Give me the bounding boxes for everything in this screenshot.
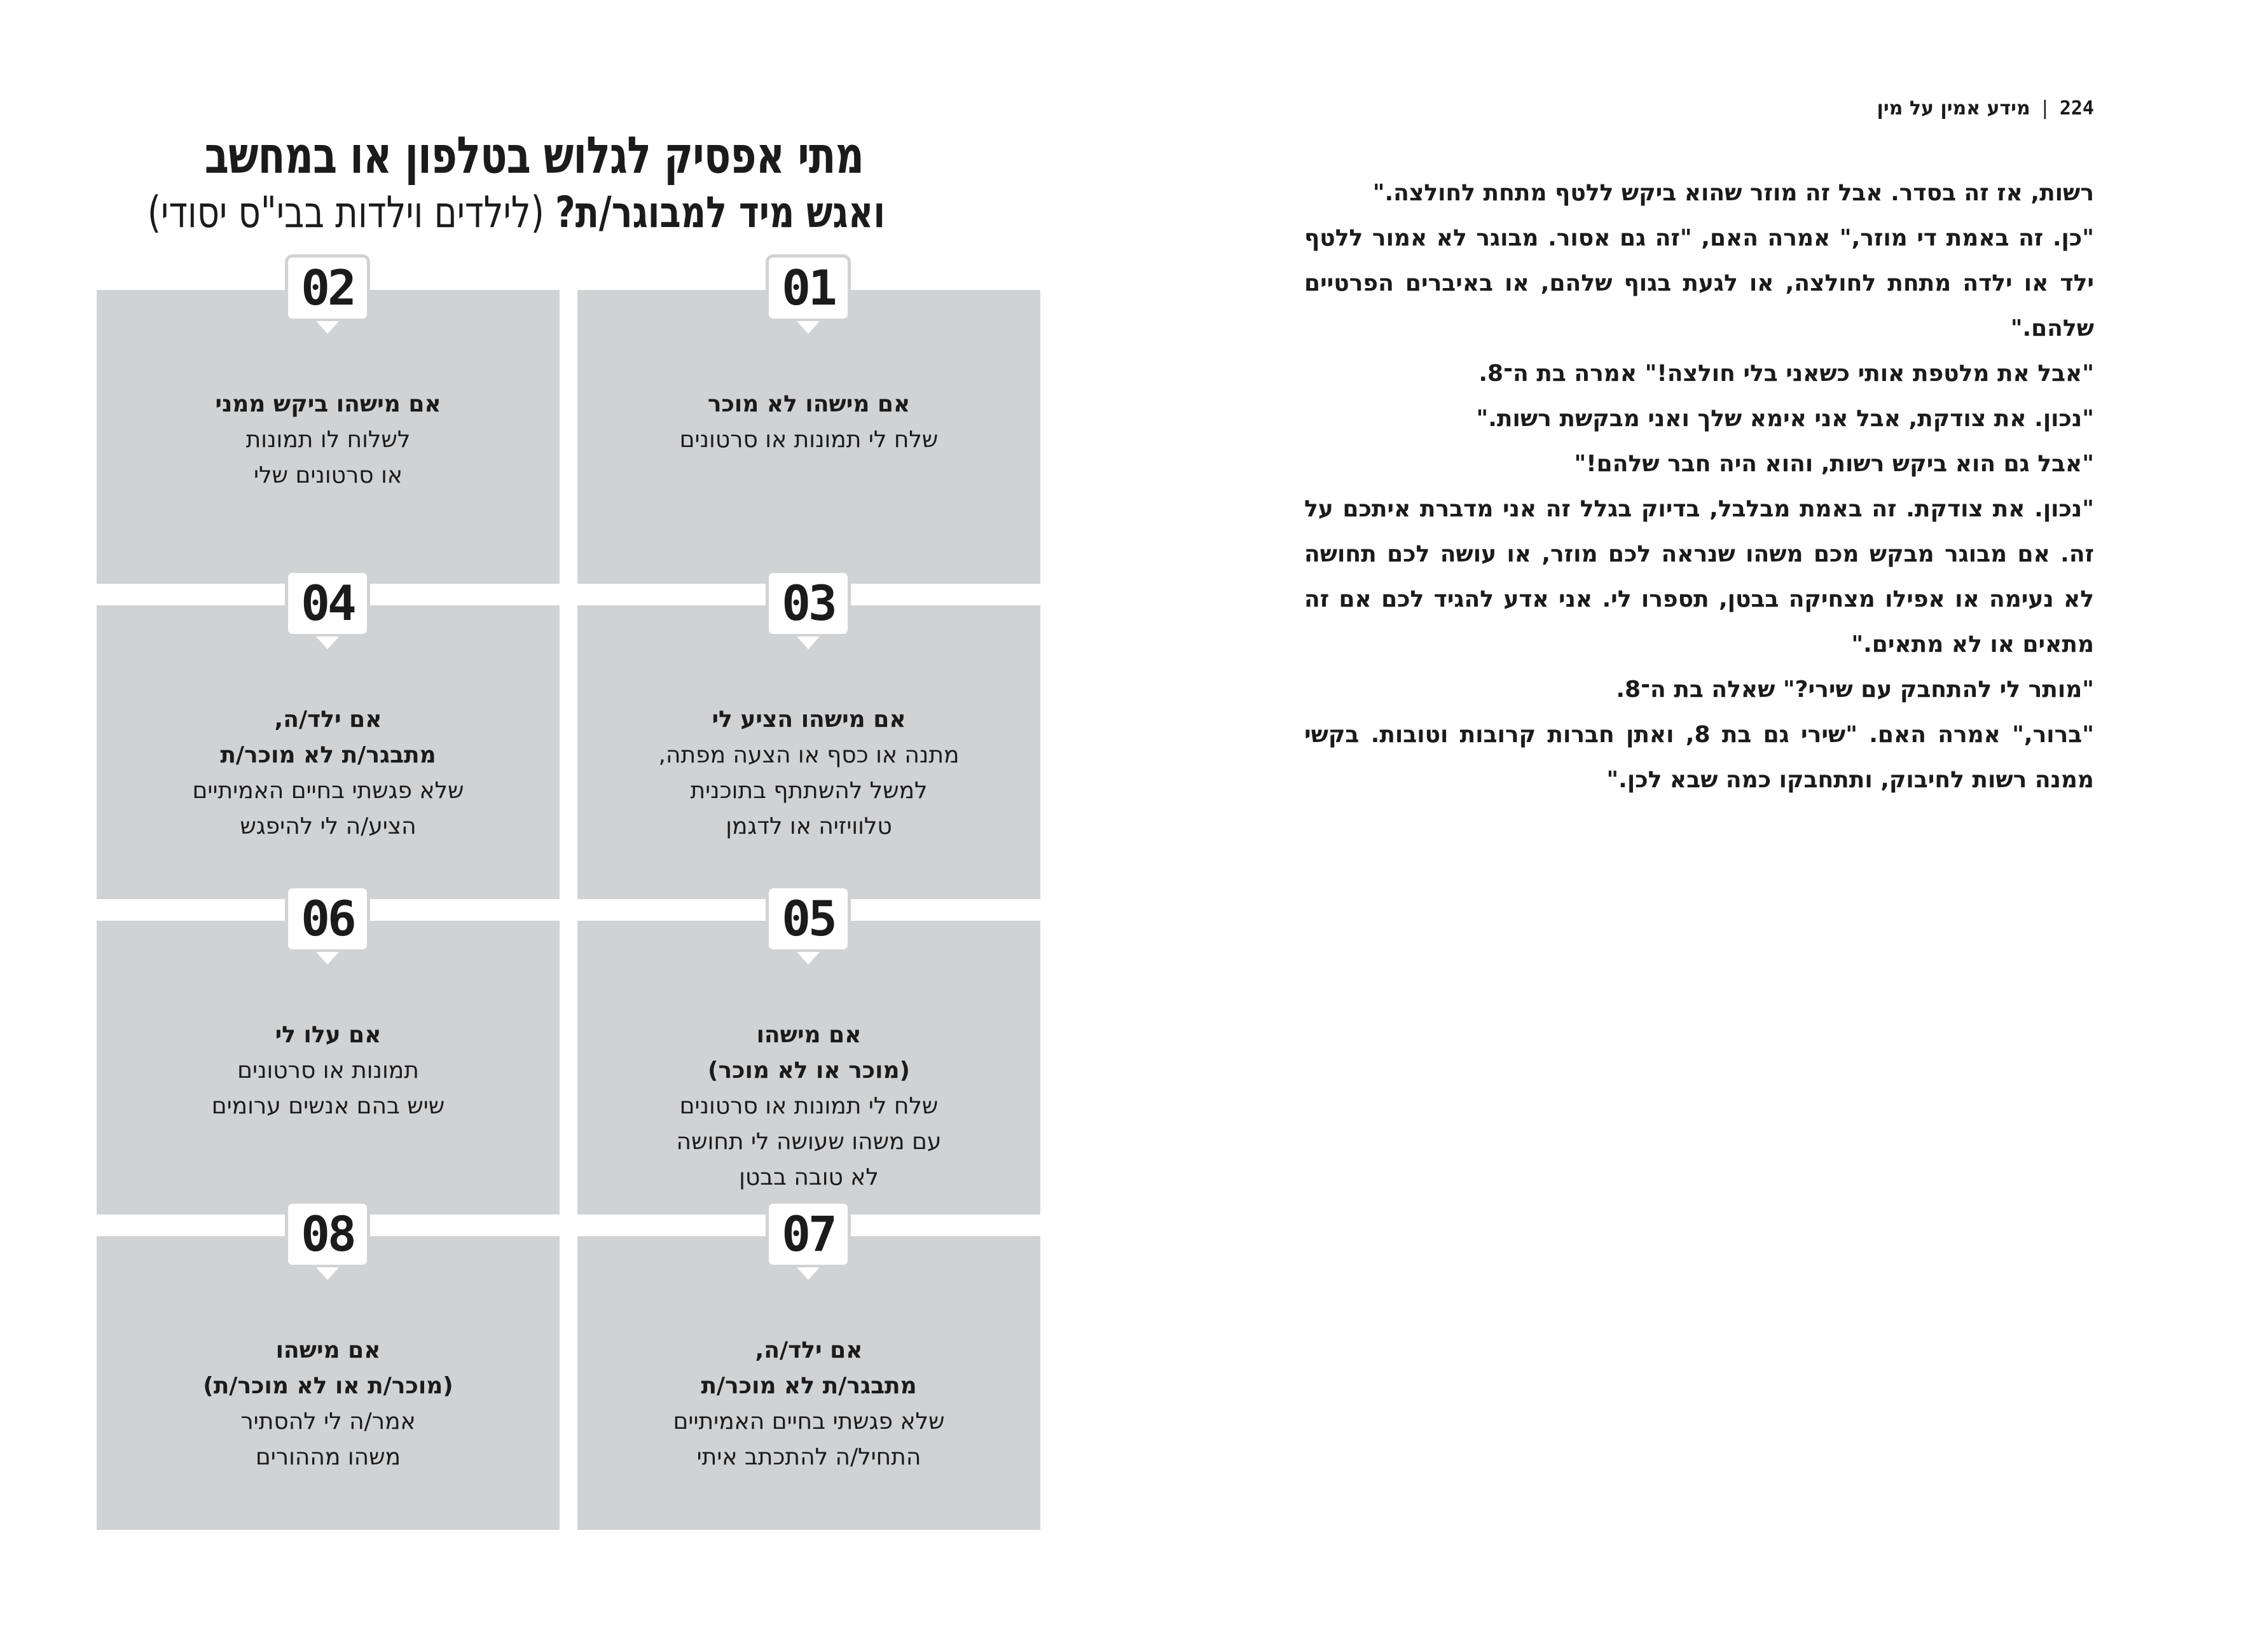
card-text: [577, 1017, 1040, 1195]
card-number-badge: 07: [766, 1201, 851, 1268]
card-body-line: תמונות או סרטונים: [237, 1057, 419, 1084]
text-page: [1126, 0, 2253, 1652]
card-body-line: לשלוח לו תמונות: [245, 427, 411, 453]
card-body-line: משהו מההורים: [255, 1444, 401, 1470]
card-body-line: שיש בהם אנשים ערומים: [211, 1093, 445, 1119]
infographic-subtitle: [147, 186, 885, 240]
card-heading: אם מישהו: [275, 1337, 381, 1363]
card-heading: אם ילד/ה,: [755, 1337, 863, 1363]
card-body-line: הציע/ה לי להיפגש: [240, 813, 417, 839]
card-body-line: לא טובה בבטן: [739, 1164, 879, 1190]
card-body-line: שלח לי תמונות או סרטונים: [679, 427, 939, 453]
running-title: מידע אמין על מין: [1877, 97, 2030, 120]
infographic-title: מתי אפסיק לגלוש בטלפון או במחשב: [204, 126, 864, 185]
card-number-badge: 08: [285, 1201, 370, 1268]
paragraph: "אבל גם הוא ביקש רשות, והוא היה חבר שלהם!": [1574, 451, 2094, 477]
card-number-badge: 06: [285, 885, 370, 953]
paragraph: "נכון. את צודקת, אבל אני אימא שלך ואני מבקשת רשות.": [1476, 406, 2094, 432]
card-body-line: שלא פגשתי בחיים האמיתיים: [192, 778, 464, 804]
card-body-line: אמר/ה לי להסתיר: [240, 1408, 416, 1435]
card-01: [577, 259, 1040, 584]
paragraph: "כן. זה באמת די מוזר," אמרה האם, "זה גם אסור. מבוגר לא אמור ללטף ילד או ילדה מתחת לחולצה, או לגעת בגוף שלהם, או באיברים הפרטיים שלהם.": [1304, 225, 2094, 341]
card-body-line: שלח לי תמונות או סרטונים: [679, 1093, 939, 1119]
card-number-badge: 03: [766, 570, 851, 637]
card-heading: אם מישהו: [756, 1022, 862, 1048]
card-heading: (מוכר/ת או לא מוכר/ת): [203, 1373, 453, 1399]
card-body-line: שלא פגשתי בחיים האמיתיים: [673, 1408, 945, 1435]
card-heading: אם ילד/ה,: [274, 706, 382, 733]
card-number-badge: 04: [285, 570, 370, 637]
card-body-line: מתנה או כסף או הצעה מפתה,: [658, 742, 960, 768]
card-text: [97, 387, 560, 493]
card-heading: אם עלו לי: [275, 1022, 382, 1048]
card-08: [97, 1206, 560, 1530]
card-text: [97, 702, 560, 844]
card-05: [577, 890, 1040, 1215]
card-heading: מתבגר/ת לא מוכר/ת: [701, 1373, 917, 1399]
subtitle-main: ואגש מיד למבוגר/ת?: [555, 188, 885, 238]
card-07: [577, 1206, 1040, 1530]
card-text: [577, 387, 1040, 458]
card-text: [97, 1333, 560, 1475]
paragraph: "ברור," אמרה האם. "שירי גם בת 8, ואתן חברות קרובות וטובות. בקשי ממנה רשות לחיבוק, ותתחבקו כמה שבא לכן.": [1304, 722, 2095, 793]
paragraph: רשות, אז זה בסדר. אבל זה מוזר שהוא ביקש ללטף מתחת לחולצה.": [1372, 180, 2094, 206]
card-number-badge: 05: [766, 885, 851, 953]
card-heading: אם מישהו ביקש ממני: [215, 391, 441, 417]
infographic-page: [0, 0, 1126, 1652]
card-body-line: התחיל/ה להתכתב איתי: [696, 1444, 921, 1470]
card-body-line: עם משהו שעושה לי תחושה: [676, 1129, 942, 1155]
paragraph: "נכון. את צודקת. זה באמת מבלבל, בדיוק בגלל זה אני מדברת איתכם על זה. אם מבוגר מבקש מכם משהו שנראה לכם מוזר, או עושה לכם תחושה לא נעימה או אפילו מצחיקה בבטן, תספרו לי. אני אדע להגיד לכם אם זה מתאים או לא מתאים.": [1304, 496, 2094, 657]
card-02: [97, 259, 560, 584]
card-number-badge: 01: [766, 254, 851, 322]
card-text: [577, 702, 1040, 844]
card-text: [97, 1017, 560, 1124]
paragraph: "אבל את מלטפת אותי כשאני בלי חולצה!" אמרה בת ה־8.: [1478, 361, 2094, 387]
card-heading: (מוכר או לא מוכר): [707, 1057, 910, 1084]
card-heading: אם מישהו לא מוכר: [707, 391, 911, 417]
card-06: [97, 890, 560, 1215]
card-body-line: או סרטונים שלי: [254, 462, 403, 488]
paragraph: "מותר לי להתחבק עם שירי?" שאלה בת ה־8.: [1616, 677, 2094, 703]
header-separator: |: [2041, 97, 2048, 120]
card-text: [577, 1333, 1040, 1475]
body-text: [1304, 170, 2094, 802]
card-number-badge: 02: [285, 254, 370, 322]
card-04: [97, 575, 560, 899]
running-header: [1126, 93, 2094, 125]
subtitle-parenthetical: (לילדים וילדות בבי"ס יסודי): [147, 188, 544, 238]
page-number: 224: [2059, 97, 2094, 120]
card-body-line: טלוויזיה או לדגמן: [726, 813, 892, 839]
card-body-line: למשל להשתתף בתוכנית: [690, 778, 928, 804]
card-heading: מתבגר/ת לא מוכר/ת: [220, 742, 436, 768]
card-heading: אם מישהו הציע לי: [712, 706, 906, 733]
card-03: [577, 575, 1040, 899]
